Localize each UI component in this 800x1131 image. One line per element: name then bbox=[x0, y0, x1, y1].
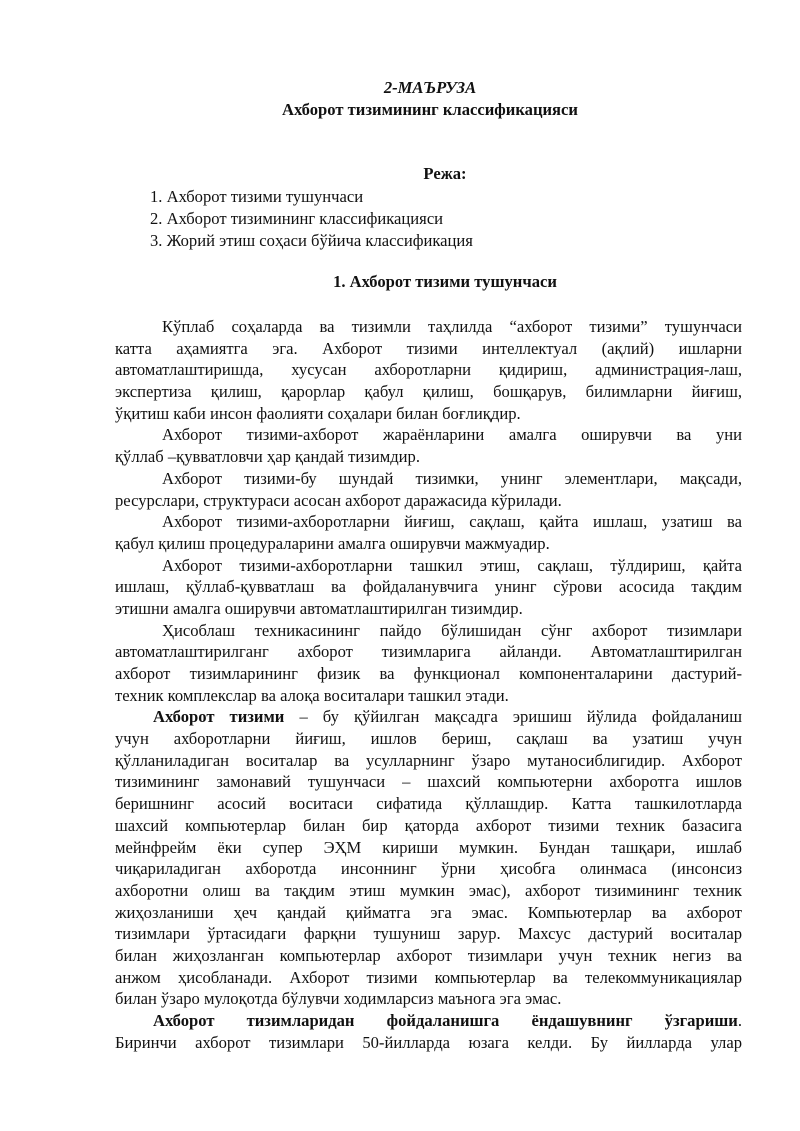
body-text bbox=[115, 316, 742, 1053]
text-line: Ахборот тизими-ахборотларни ташкил этиш, сақлаш, тўлдириш, қайта bbox=[162, 555, 742, 575]
text-line: билан жиҳозланган компьютерлар ахборот тизимлари учун техник негиз ва bbox=[115, 945, 742, 965]
text-line: учун ахборотларни йиғиш, ишлов бериш, сақлаш ва узатиш учун bbox=[115, 729, 742, 749]
text-line: шахсий компьютерлар билан бир қаторда ахборот тизими техник базасига bbox=[115, 815, 742, 835]
text-line: билан ўзаро мулоқотда бўлувчи ходимларсиз маънога эга эмас. bbox=[115, 989, 562, 1009]
text-line: ўқитиш каби инсон фаолияти соҳалари билан боғлиқдир. bbox=[115, 403, 521, 423]
section-title: 1. Ахборот тизими тушунчаси bbox=[333, 272, 557, 291]
text-line: автоматлаштирилганг ахборот тизимларига айланди. Автоматлаштирилган bbox=[115, 642, 742, 662]
text-line: тизимлари ўртасидаги фарқни тушуниш зарур. Махсус дастурий воситалар bbox=[115, 924, 742, 944]
text-line: ишлаш, қўллаб-қувватлаш ва фойдаланувчига унинг сўрови асосида тақдим bbox=[115, 577, 742, 597]
text-line: техник комплекслар ва алоқа воситалари ташкил этади. bbox=[115, 685, 509, 705]
text-line: анжом ҳисобланади. Ахборот тизими компьютерлар ва телекоммуникациялар bbox=[115, 967, 742, 987]
text-line: тизимининг замонавий тушунчаси – шахсий компьютерни ахборотга ишлов bbox=[115, 772, 742, 792]
text-line: қўллаб –қувватловчи ҳар қандай тизимдир. bbox=[115, 447, 420, 467]
plan-list bbox=[150, 186, 473, 252]
text-line: қабул қилиш процедураларини амалга оширувчи мажмуадир. bbox=[115, 533, 550, 553]
text-line: мейнфрейм ёки супер ЭҲМ кириши мумкин. Бундан ташқари, ишлаб bbox=[115, 837, 742, 857]
text-line: катта аҳамиятга эга. Ахборот тизими интеллектуал (ақлий) ишларни bbox=[115, 338, 742, 358]
text-line: Биринчи ахборот тизимлари 50-йилларда юзага келди. Бу йилларда улар bbox=[115, 1032, 742, 1052]
text-line: қўлланиладиган воситалар ва усулларнинг ўзаро мутаносиблигидир. Ахборот bbox=[115, 750, 742, 770]
text-line: ахборот тизимларининг физик ва функционал компоненталарини дастурий- bbox=[115, 664, 742, 683]
text-line: жиҳозланиши ҳеч қандай қийматга эга эмас. Компьютерлар ва ахборот bbox=[115, 902, 742, 922]
bold-heading: Ахборот тизимларидан фойдаланишга ёндашувнинг ўзгариши bbox=[153, 1011, 738, 1030]
text-line: Ахборот тизими-ахборотларни йиғиш, сақлаш, қайта ишлаш, узатиш ва bbox=[162, 512, 742, 532]
text-line bbox=[115, 1010, 742, 1032]
plan-item: 1. Ахборот тизими тушунчаси bbox=[150, 187, 364, 206]
line-text: – бу қўйилган мақсадга эришиш йўлида фойдаланиш bbox=[299, 707, 742, 727]
text-line: беришнинг асосий воситаси сифатида қўллашдир. Катта ташкилотларда bbox=[115, 794, 742, 814]
text-line: Ахборот тизими-ахборот жараёнларини амалга оширувчи ва уни bbox=[162, 425, 742, 445]
text-line: Ахборот тизими-бу шундай тизимки, унинг элементлари, мақсади, bbox=[162, 468, 742, 488]
line-text: . bbox=[737, 1011, 742, 1030]
text-line bbox=[115, 706, 742, 728]
text-line: чиқариладиган ахборотда инсоннинг ўрни ҳисобга олинмаса (инсонсиз bbox=[115, 859, 742, 879]
plan-heading: Режа: bbox=[423, 164, 467, 183]
bold-term: Ахборот тизими bbox=[153, 707, 285, 727]
text-line: Ҳисоблаш техникасининг пайдо бўлишидан сўнг ахборот тизимлари bbox=[162, 620, 742, 640]
text-line: автоматлаштиришда, хусусан ахборотларни қидириш, администрация-лаш, bbox=[115, 360, 742, 380]
text-line: ахборотни олиш ва тақдим этиш мумкин эмас), ахборот тизимининг техник bbox=[115, 880, 742, 900]
text-line: Кўплаб соҳаларда ва тизимли таҳлилда “ахборот тизими” тушунчаси bbox=[162, 317, 742, 336]
plan-item: 3. Жорий этиш соҳаси бўйича классификация bbox=[150, 231, 473, 250]
text-line: ресурслари, структураси асосан ахборот даражасида кўрилади. bbox=[115, 490, 562, 510]
lecture-number: 2-МАЪРУЗА bbox=[383, 78, 477, 97]
text-line: этишни амалга оширувчи автоматлаштирилган тизимдир. bbox=[115, 598, 523, 618]
text-line: экспертиза қилиш, қарорлар қабул қилиш, бошқарув, билимларни йиғиш, bbox=[115, 382, 742, 402]
lecture-title: Ахборот тизимининг классификацияси bbox=[282, 100, 578, 119]
plan-item: 2. Ахборот тизимининг классификацияси bbox=[150, 209, 444, 228]
